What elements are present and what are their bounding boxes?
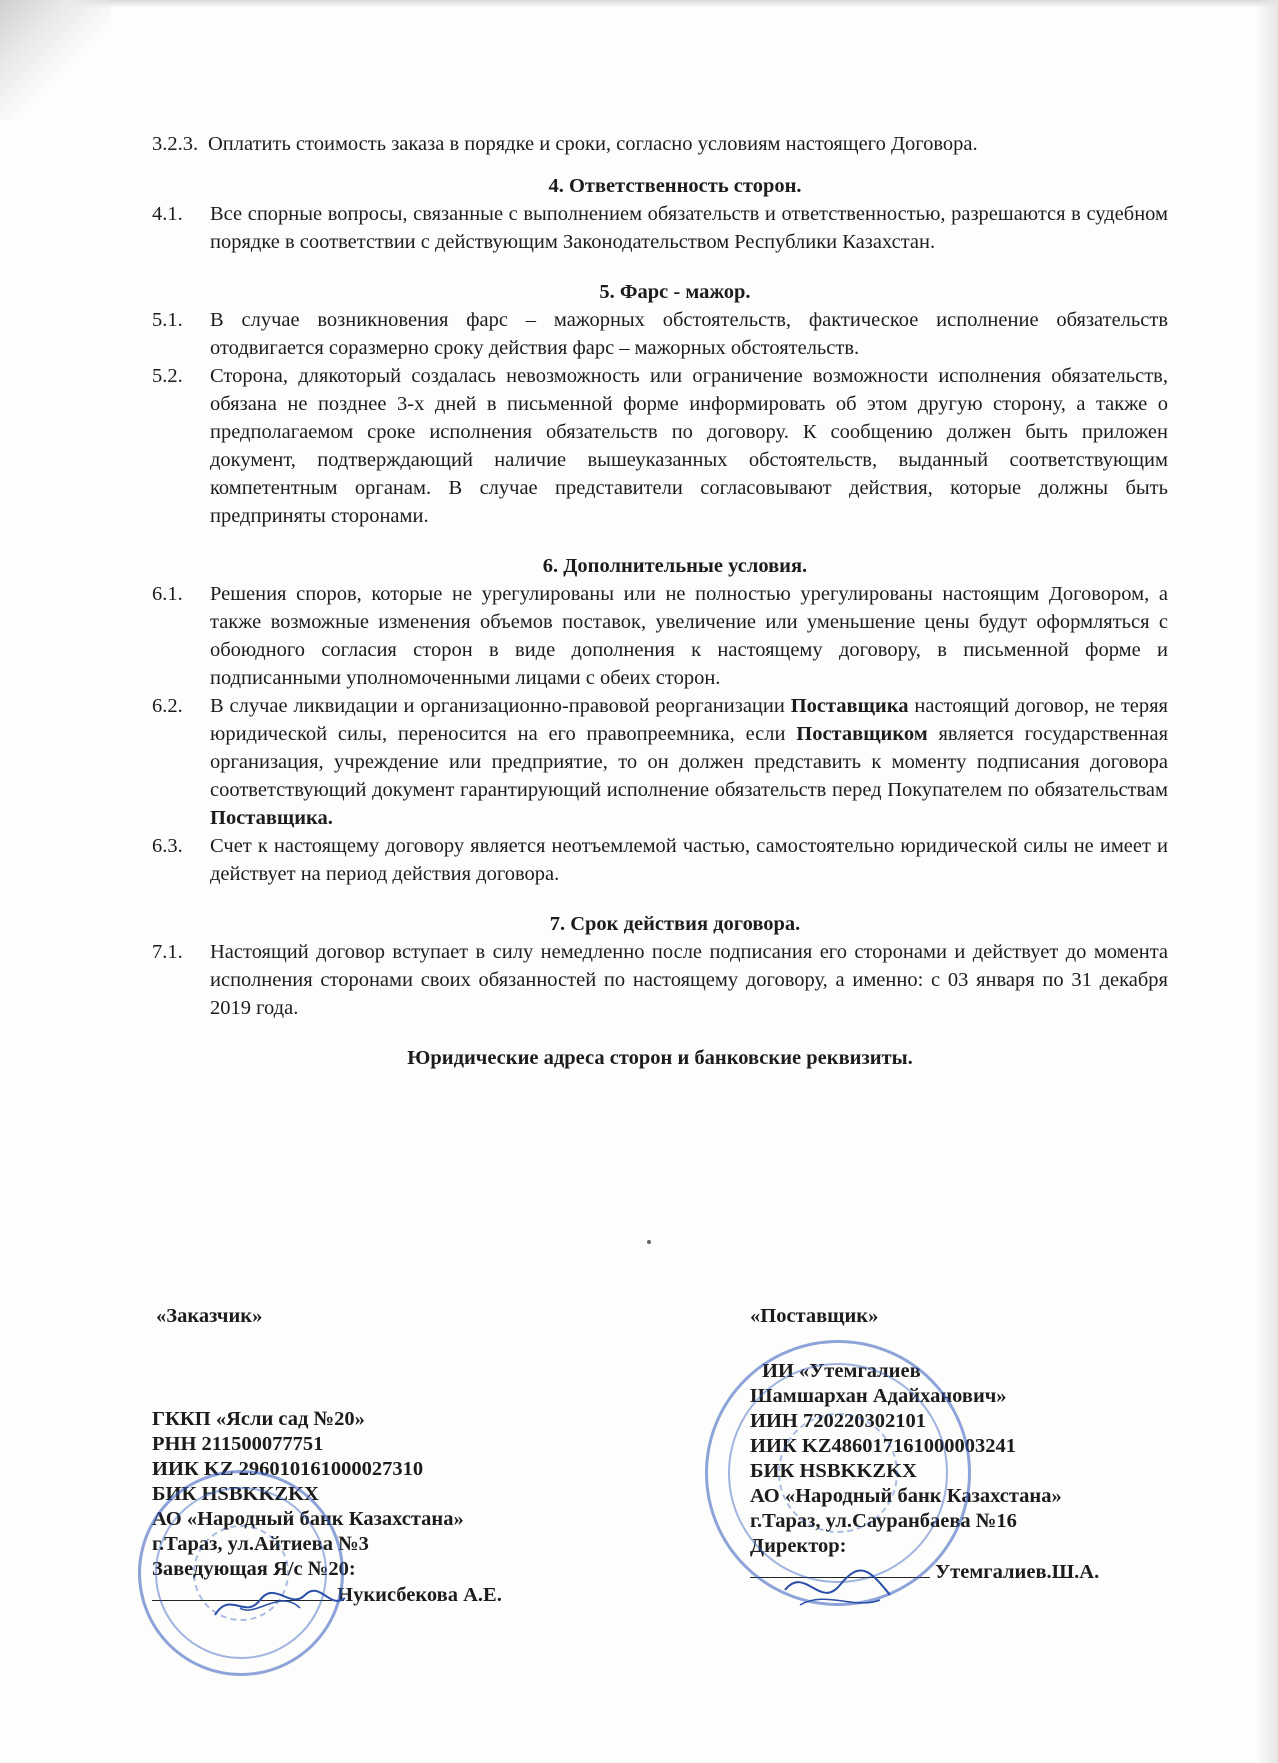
- clause-6-3: [152, 832, 1168, 888]
- supplier-signatory: Утемгалиев.Ш.А.: [935, 1561, 1100, 1583]
- scan-right-edge: [1256, 0, 1278, 1763]
- customer-line: РНН 211500077751: [152, 1433, 324, 1455]
- scan-top-edge: [0, 0, 1278, 8]
- supplier-party-label: «Поставщик»: [750, 1305, 879, 1327]
- customer-line: ИИК KZ 296010161000027310: [152, 1458, 424, 1480]
- clause-text-part: настоящий договор, не теряя юридической силы, переносится на его правопреемника, если: [210, 695, 1168, 745]
- clause-5-1: [152, 306, 1168, 362]
- clause-number: 6.3.: [152, 835, 183, 857]
- clause-text: [210, 692, 1168, 832]
- clause-number: 6.2.: [152, 695, 183, 717]
- section-title-4: 4. Ответственность сторон.: [548, 175, 802, 197]
- clause-text: Счет к настоящему договору является неотъемлемой частью, самостоятельно юридической силы не имеет и действует на период действия договора.: [210, 835, 1168, 885]
- supplier-line: БИК HSBKKZKX: [750, 1460, 917, 1482]
- supplier-line: АО «Народный банк Казахстана»: [750, 1485, 1062, 1507]
- supplier-line: г.Тараз, ул.Сауранбаева №16: [750, 1510, 1017, 1532]
- clause-text: Сторона, длякоторый создалась невозможность или ограничение возможности исполнения обязательств, обязана не позднее 3-х дней в письменной форме информировать об этом другую сторону, а также о предполагаемом сроке исполнения обязательств по договору. К сообщению должен быть приложен документ, подтверждающий наличие вышеуказанных обстоятельств, выданный соответствующим компетентным органам. В случае представители согласовывают действия, которые должны быть предприняты сторонами.: [210, 365, 1168, 527]
- supplier-line: Шамшархан Адайханович»: [750, 1385, 1007, 1407]
- customer-line: г.Тараз, ул.Айтиева №3: [152, 1533, 369, 1555]
- clause-5-2: [152, 362, 1168, 530]
- clause-text-part: В случае ликвидации и организационно-правовой реорганизации: [210, 695, 791, 717]
- signature-underline: [152, 1582, 332, 1601]
- customer-line: ГККП «Ясли сад №20»: [152, 1408, 365, 1430]
- clause-number: 3.2.3.: [152, 133, 199, 155]
- clause-6-1: [152, 580, 1168, 692]
- supplier-line: ИИ «Утемгалиев: [762, 1360, 921, 1382]
- document-body: [152, 130, 1168, 1072]
- signature-underline: [750, 1559, 930, 1578]
- clause-text: Все спорные вопросы, связанные с выполнением обязательств и ответственностью, разрешаются в судебном порядке в соответствии с действующим Законодательством Республики Казахстан.: [210, 203, 1168, 253]
- customer-line: АО «Народный банк Казахстана»: [152, 1508, 464, 1530]
- clause-3-2-3: [152, 130, 1168, 158]
- clause-number: 5.1.: [152, 309, 183, 331]
- requisites-title: Юридические адреса сторон и банковские реквизиты.: [407, 1047, 913, 1069]
- clause-number: 7.1.: [152, 941, 183, 963]
- scan-folded-corner: [0, 0, 110, 120]
- customer-requisites: [152, 1304, 632, 1608]
- supplier-term: Поставщика.: [210, 807, 333, 829]
- supplier-requisites: [750, 1304, 1190, 1585]
- section-title-5: 5. Фарс - мажор.: [599, 281, 751, 303]
- supplier-line: ИИК KZ486017161000003241: [750, 1435, 1016, 1457]
- clause-text: В случае возникновения фарс – мажорных обстоятельств, фактическое исполнение обязательств отодвигается соразмерно сроку действия фарс – мажорных обстоятельств.: [210, 309, 1168, 359]
- section-title-7: 7. Срок действия договора.: [549, 913, 801, 935]
- scan-speck: [647, 1240, 651, 1244]
- clause-text: Оплатить стоимость заказа в порядке и сроки, согласно условиям настоящего Договора.: [208, 133, 978, 155]
- supplier-term: Поставщиком: [796, 723, 928, 745]
- requisites-block: [152, 1304, 1168, 1604]
- clause-6-2: [152, 692, 1168, 832]
- customer-signatory: Нукисбекова А.Е.: [337, 1584, 502, 1606]
- customer-signature-line: [152, 1582, 632, 1608]
- clause-text: Настоящий договор вступает в силу немедленно после подписания его сторонами и действует до момента исполнения сторонами своих обязанностей по настоящему договору, а именно: с 03 января по 31 декабря 2019 года.: [210, 941, 1168, 1019]
- clause-text-part: является государственная организация, учреждение или предприятие, то он должен представить к моменту подписания договора соответствующий документ гарантирующий исполнение обязательств перед Покупателем по обязательствам: [210, 723, 1168, 801]
- clause-number: 4.1.: [152, 203, 183, 225]
- clause-4-1: [152, 200, 1168, 256]
- customer-party-label: «Заказчик»: [156, 1305, 263, 1327]
- customer-line: БИК HSBKKZKX: [152, 1483, 319, 1505]
- supplier-line: ИИН 720220302101: [750, 1410, 926, 1432]
- clause-text: Решения споров, которые не урегулированы или не полностью урегулированы настоящим Договором, а также возможные изменения объемов поставок, увеличение или уменьшение цены будут оформляться с обоюдного согласия сторон в виде дополнения к настоящему договору, в письменной форме и подписанными уполномоченными лицами с обеих сторон.: [210, 583, 1168, 689]
- clause-7-1: [152, 938, 1168, 1022]
- supplier-signature-line: [750, 1559, 1190, 1585]
- supplier-term: Поставщика: [790, 695, 909, 717]
- supplier-line: Директор:: [750, 1535, 847, 1557]
- customer-line: Заведующая Я/с №20:: [152, 1558, 356, 1580]
- clause-number: 6.1.: [152, 583, 183, 605]
- clause-number: 5.2.: [152, 365, 183, 387]
- section-title-6: 6. Дополнительные условия.: [542, 555, 808, 577]
